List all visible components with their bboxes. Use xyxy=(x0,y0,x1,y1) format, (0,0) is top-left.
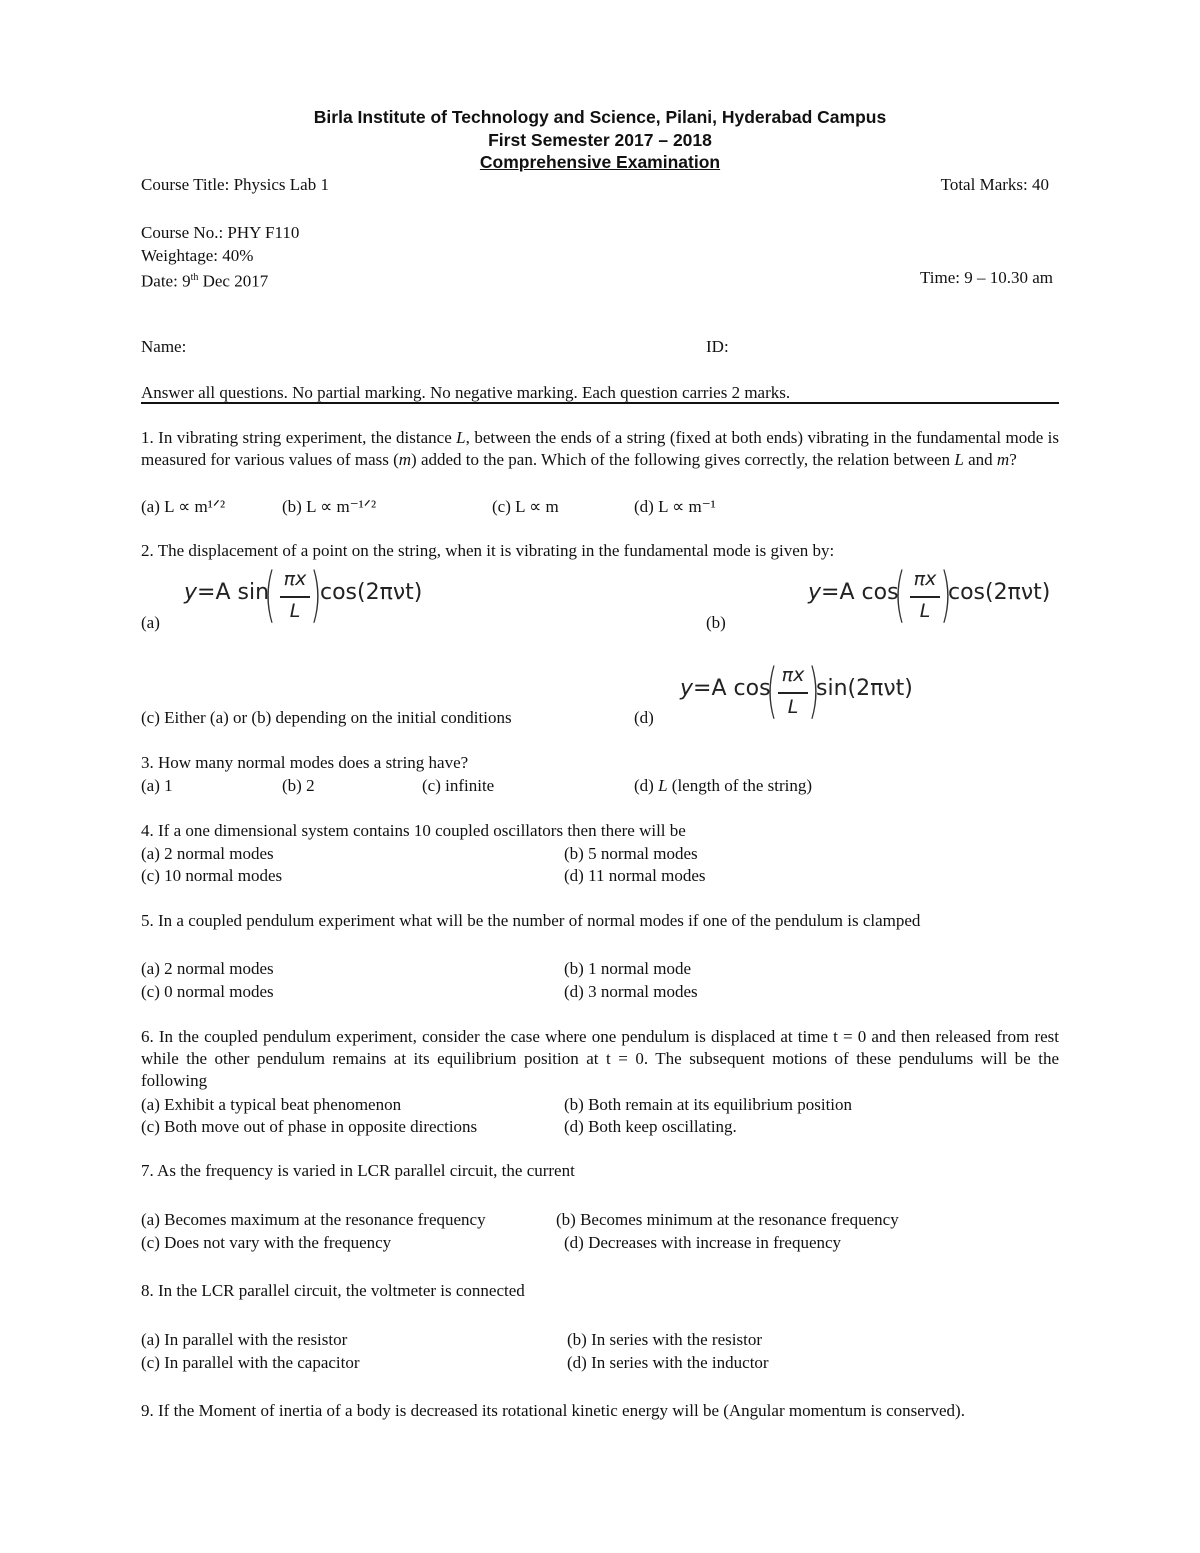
instructions-underline xyxy=(141,402,1059,404)
exam-heading: Comprehensive Examination xyxy=(479,152,721,172)
q7-option-c: (c) Does not vary with the frequency xyxy=(141,1233,392,1252)
q2-option-c: (c) Either (a) or (b) depending on the initial conditions xyxy=(141,708,512,727)
q5-option-b: (b) 1 normal mode xyxy=(564,959,691,978)
weightage: Weightage: 40% xyxy=(141,246,254,265)
q6-option-c: (c) Both move out of phase in opposite directions xyxy=(141,1117,478,1136)
q2-equation-b: y=A cos ( πx L ) cos(2πνt) xyxy=(808,560,1051,630)
q5-text: 5. In a coupled pendulum experiment what will be the number of normal modes if one of the pendulum is clamped xyxy=(141,911,921,930)
q2-equation-a: y=A sin ( πx L ) cos(2πνt) xyxy=(184,560,423,630)
q2-text: 2. The displacement of a point on the string, when it is vibrating in the fundamental mode is given by: xyxy=(141,541,835,560)
q2-option-d: (d) xyxy=(634,708,654,727)
q7-text: 7. As the frequency is varied in LCR parallel circuit, the current xyxy=(141,1161,575,1180)
q7-option-d: (d) Decreases with increase in frequency xyxy=(564,1233,842,1252)
exam-time: Time: 9 – 10.30 am xyxy=(919,268,1053,287)
q1-option-a: (a) L ∝ m¹ᐟ² xyxy=(141,497,226,516)
q2-option-a: (a) xyxy=(141,613,160,632)
q3-text: 3. How many normal modes does a string have? xyxy=(141,753,469,772)
q2-equation-d: y=A cos ( πx L ) sin(2πνt) xyxy=(680,656,913,726)
q3-option-c: (c) infinite xyxy=(422,776,495,795)
q8-option-c: (c) In parallel with the capacitor xyxy=(141,1353,360,1372)
q2-option-b: (b) xyxy=(706,613,726,632)
id-label: ID: xyxy=(706,337,729,356)
course-number: Course No.: PHY F110 xyxy=(141,223,300,242)
q7-option-b: (b) Becomes minimum at the resonance frequency xyxy=(556,1210,899,1229)
q8-text: 8. In the LCR parallel circuit, the voltmeter is connected xyxy=(141,1281,525,1300)
q3-option-a: (a) 1 xyxy=(141,776,173,795)
q3-option-b: (b) 2 xyxy=(282,776,315,795)
q8-option-d: (d) In series with the inductor xyxy=(567,1353,769,1372)
course-title: Course Title: Physics Lab 1 xyxy=(141,175,329,194)
q1-option-d: (d) L ∝ m⁻¹ xyxy=(634,497,716,516)
name-label: Name: xyxy=(141,337,187,356)
q6-text: 6. In the coupled pendulum experiment, consider the case where one pendulum is displaced at time t = 0 and then released from rest while the other pendulum remains at its equilibrium position at t = 0. The subsequent motions of these pendulums will be the following xyxy=(141,1027,1059,1090)
semester-heading: First Semester 2017 – 2018 xyxy=(488,130,712,150)
q4-option-b: (b) 5 normal modes xyxy=(564,844,698,863)
q5-option-a: (a) 2 normal modes xyxy=(141,959,274,978)
q4-text: 4. If a one dimensional system contains 10 coupled oscillators then there will be xyxy=(141,821,686,840)
q1-option-b: (b) L ∝ m⁻¹ᐟ² xyxy=(282,497,377,516)
exam-date: Date: 9th Dec 2017 xyxy=(141,271,269,291)
q6-option-d: (d) Both keep oscillating. xyxy=(564,1117,737,1136)
q4-option-d: (d) 11 normal modes xyxy=(564,866,706,885)
q4-option-c: (c) 10 normal modes xyxy=(141,866,283,885)
q7-option-a: (a) Becomes maximum at the resonance frequency xyxy=(141,1210,486,1229)
q4-option-a: (a) 2 normal modes xyxy=(141,844,274,863)
q5-option-c: (c) 0 normal modes xyxy=(141,982,274,1001)
q1-option-c: (c) L ∝ m xyxy=(492,497,559,516)
q6-option-b: (b) Both remain at its equilibrium position xyxy=(564,1095,853,1114)
q6-option-a: (a) Exhibit a typical beat phenomenon xyxy=(141,1095,402,1114)
instructions: Answer all questions. No partial marking. No negative marking. Each question carries 2 marks. xyxy=(141,383,791,402)
institute-heading: Birla Institute of Technology and Science, Pilani, Hyderabad Campus xyxy=(313,107,887,127)
q8-option-a: (a) In parallel with the resistor xyxy=(141,1330,348,1349)
q1-text: 1. In vibrating string experiment, the distance L, between the ends of a string (fixed at both ends) vibrating in the fundamental mode is measured for various values of mass (m) added to the pan. Which of the following gives correctly, the relation between L and m? xyxy=(141,428,1060,469)
q9-text: 9. If the Moment of inertia of a body is decreased its rotational kinetic energy will be (Angular momentum is conserved). xyxy=(141,1401,965,1420)
total-marks: Total Marks: 40 xyxy=(940,175,1049,194)
q8-option-b: (b) In series with the resistor xyxy=(567,1330,762,1349)
q3-option-d: (d) L (length of the string) xyxy=(634,776,813,795)
q5-option-d: (d) 3 normal modes xyxy=(564,982,698,1001)
